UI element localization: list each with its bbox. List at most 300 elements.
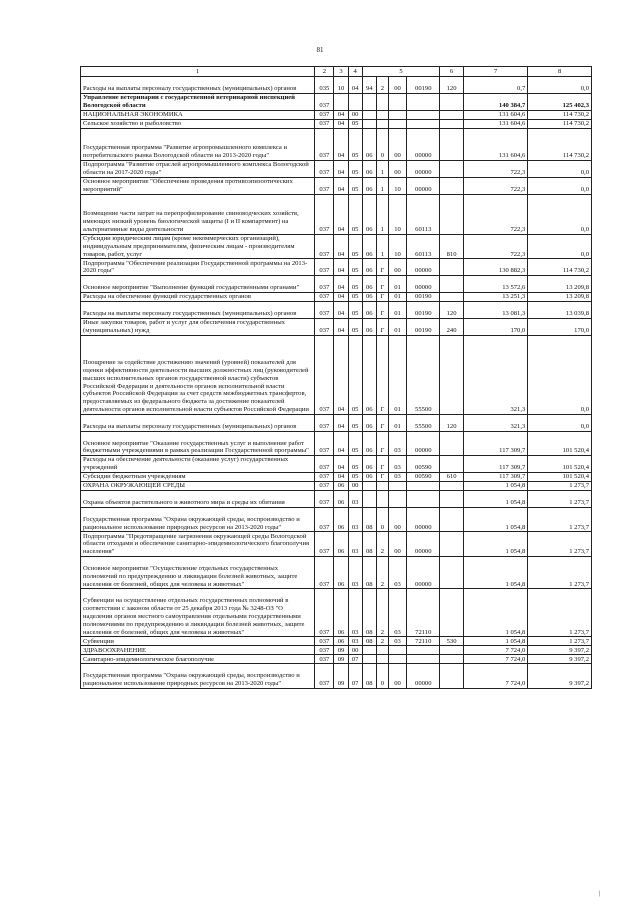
row-name: Подпрограмма "Предотвращение загрязнения окружающей среды Вологодской области отходами и обеспечение санитарно-эпидемиологического благополучия населения" (81, 532, 315, 557)
row-event: 01 (388, 335, 406, 414)
row-amount-2020: 0,0 (528, 160, 592, 177)
row-expense-type: 120 (440, 77, 463, 94)
row-ved: 037 (315, 194, 334, 234)
row-direction: 60113 (407, 194, 440, 234)
row-name: Расходы на обеспечение деятельности (оказание услуг) государственных учреждений (81, 456, 315, 473)
row-name: Расходы на выплаты персоналу государственных (муниципальных) органов (81, 301, 315, 318)
row-program: 06 (362, 259, 376, 276)
row-amount-2019: 1 054,8 (463, 589, 528, 637)
row-name: Основное мероприятие "Оказание государственных услуг и выполнение работ бюджетными учреждениями в рамках реализации Государственной программы" (81, 431, 315, 456)
row-program: 06 (362, 234, 376, 259)
row-subprogram: 1 (376, 177, 388, 194)
row-section: 09 (334, 655, 348, 664)
table-row (81, 119, 592, 128)
row-expense-type (440, 160, 463, 177)
row-subprogram (376, 481, 388, 490)
col-header-8: 8 (528, 67, 592, 77)
row-subprogram (376, 93, 388, 110)
row-amount-2020: 0,0 (528, 335, 592, 414)
row-section: 09 (334, 646, 348, 655)
row-section: 04 (334, 194, 348, 234)
table-row (81, 414, 592, 431)
row-subsection: 05 (348, 431, 362, 456)
row-expense-type: 240 (440, 318, 463, 335)
row-event: 00 (388, 160, 406, 177)
row-expense-type (440, 490, 463, 507)
table-row (81, 646, 592, 655)
row-section: 06 (334, 589, 348, 637)
col-header-5: 5 (362, 67, 440, 77)
row-subprogram: 1 (376, 234, 388, 259)
row-direction: 00000 (407, 128, 440, 160)
row-name: Расходы на выплаты персоналу государственных (муниципальных) органов (81, 414, 315, 431)
row-event: 01 (388, 292, 406, 301)
row-subsection: 05 (348, 472, 362, 481)
row-subprogram (376, 646, 388, 655)
row-ved: 037 (315, 431, 334, 456)
row-section: 04 (334, 414, 348, 431)
row-event: 10 (388, 194, 406, 234)
row-subsection: 05 (348, 292, 362, 301)
row-subsection: 04 (348, 77, 362, 94)
row-expense-type (440, 431, 463, 456)
row-program: 08 (362, 637, 376, 646)
row-amount-2019: 722,3 (463, 177, 528, 194)
row-subsection: 03 (348, 556, 362, 588)
row-subsection: 00 (348, 110, 362, 119)
row-event: 00 (388, 532, 406, 557)
row-program: 06 (362, 276, 376, 293)
row-section: 04 (334, 318, 348, 335)
row-ved: 037 (315, 119, 334, 128)
row-expense-type (440, 532, 463, 557)
row-ved: 037 (315, 276, 334, 293)
row-event (388, 646, 406, 655)
row-program: 08 (362, 556, 376, 588)
row-amount-2020: 1 273,7 (528, 481, 592, 490)
row-direction: 72110 (407, 589, 440, 637)
table-row (81, 177, 592, 194)
row-ved: 037 (315, 472, 334, 481)
row-direction (407, 490, 440, 507)
row-program (362, 490, 376, 507)
row-section: 04 (334, 119, 348, 128)
row-amount-2020: 1 273,7 (528, 556, 592, 588)
row-amount-2019: 7 724,0 (463, 664, 528, 689)
row-subprogram: 1 (376, 160, 388, 177)
row-direction: 00000 (407, 431, 440, 456)
row-amount-2019: 321,3 (463, 414, 528, 431)
row-direction: 00190 (407, 301, 440, 318)
row-ved: 037 (315, 414, 334, 431)
row-amount-2020: 1 273,7 (528, 532, 592, 557)
row-event: 00 (388, 664, 406, 689)
row-event: 03 (388, 456, 406, 473)
row-event: 03 (388, 637, 406, 646)
row-subprogram (376, 490, 388, 507)
row-event: 03 (388, 556, 406, 588)
row-direction: 00190 (407, 318, 440, 335)
table-row (81, 664, 592, 689)
row-amount-2019: 131 604,6 (463, 110, 528, 119)
row-event: 03 (388, 431, 406, 456)
row-amount-2020: 0,0 (528, 414, 592, 431)
row-direction: 00000 (407, 259, 440, 276)
row-direction: 00000 (407, 664, 440, 689)
row-section: 04 (334, 335, 348, 414)
row-program: 08 (362, 532, 376, 557)
row-subprogram: Г (376, 292, 388, 301)
row-section: 04 (334, 472, 348, 481)
row-ved: 037 (315, 532, 334, 557)
table-row (81, 77, 592, 94)
row-program (362, 119, 376, 128)
row-amount-2020: 0,0 (528, 77, 592, 94)
row-ved: 037 (315, 259, 334, 276)
row-direction: 00000 (407, 556, 440, 588)
row-name: Иные закупки товаров, работ и услуг для обеспечения государственных (муниципальных) нужд (81, 318, 315, 335)
table-row (81, 481, 592, 490)
row-amount-2020: 13 039,8 (528, 301, 592, 318)
table-row (81, 292, 592, 301)
row-amount-2019: 131 604,6 (463, 128, 528, 160)
row-name: Сельское хозяйство и рыболовство (81, 119, 315, 128)
row-direction (407, 655, 440, 664)
row-direction: 00000 (407, 507, 440, 532)
table-row (81, 655, 592, 664)
row-subsection: 05 (348, 128, 362, 160)
row-program: 94 (362, 77, 376, 94)
row-subsection: 07 (348, 664, 362, 689)
row-section: 06 (334, 532, 348, 557)
row-subsection: 05 (348, 456, 362, 473)
row-direction (407, 646, 440, 655)
row-name: Возмещение части затрат на перепрофилирование свиноводческих хозяйств, имеющих низкий уровень биологической защиты (I и II компартмент) на альтернативные виды деятельности (81, 194, 315, 234)
row-section: 04 (334, 292, 348, 301)
row-program: 06 (362, 414, 376, 431)
row-program: 08 (362, 664, 376, 689)
row-amount-2020: 13 209,8 (528, 292, 592, 301)
row-ved: 037 (315, 655, 334, 664)
row-amount-2019: 140 384,7 (463, 93, 528, 110)
col-header-3: 3 (334, 67, 348, 77)
row-section: 06 (334, 507, 348, 532)
row-event (388, 119, 406, 128)
row-expense-type (440, 259, 463, 276)
row-subprogram: Г (376, 456, 388, 473)
row-subsection: 03 (348, 507, 362, 532)
row-section: 04 (334, 259, 348, 276)
table-row (81, 335, 592, 414)
row-subsection: 05 (348, 234, 362, 259)
row-subsection: 05 (348, 318, 362, 335)
row-expense-type (440, 276, 463, 293)
row-program (362, 655, 376, 664)
row-subprogram: 2 (376, 589, 388, 637)
row-section: 04 (334, 431, 348, 456)
row-ved: 037 (315, 637, 334, 646)
row-amount-2020: 1 273,7 (528, 637, 592, 646)
row-amount-2019: 7 724,0 (463, 646, 528, 655)
table-row (81, 93, 592, 110)
row-subprogram: Г (376, 414, 388, 431)
row-section: 10 (334, 77, 348, 94)
row-section: 04 (334, 177, 348, 194)
col-header-7: 7 (463, 67, 528, 77)
row-subsection: 05 (348, 259, 362, 276)
row-ved: 037 (315, 292, 334, 301)
row-subsection: 05 (348, 160, 362, 177)
row-subprogram (376, 655, 388, 664)
row-name: НАЦИОНАЛЬНАЯ ЭКОНОМИКА (81, 110, 315, 119)
row-amount-2019: 7 724,0 (463, 655, 528, 664)
row-subprogram (376, 110, 388, 119)
col-header-6: 6 (440, 67, 463, 77)
row-section: 06 (334, 490, 348, 507)
row-amount-2020: 0,0 (528, 177, 592, 194)
row-expense-type (440, 292, 463, 301)
row-program (362, 481, 376, 490)
row-subprogram: 2 (376, 556, 388, 588)
row-ved: 037 (315, 160, 334, 177)
row-section: 04 (334, 110, 348, 119)
row-event: 00 (388, 128, 406, 160)
row-program: 06 (362, 292, 376, 301)
row-direction: 00590 (407, 472, 440, 481)
table-row (81, 318, 592, 335)
row-direction: 00190 (407, 77, 440, 94)
row-amount-2020: 13 209,8 (528, 276, 592, 293)
row-subprogram: 2 (376, 532, 388, 557)
row-section: 06 (334, 481, 348, 490)
row-amount-2020: 101 520,4 (528, 456, 592, 473)
table-header-row (81, 67, 592, 77)
row-amount-2019: 1 054,8 (463, 556, 528, 588)
row-direction (407, 110, 440, 119)
table-row (81, 456, 592, 473)
row-amount-2020: 125 402,3 (528, 93, 592, 110)
row-ved: 037 (315, 110, 334, 119)
table-row (81, 194, 592, 234)
row-section: 04 (334, 234, 348, 259)
row-section: 04 (334, 276, 348, 293)
row-subprogram: 0 (376, 128, 388, 160)
row-ved: 037 (315, 664, 334, 689)
row-name: Расходы на выплаты персоналу государственных (муниципальных) органов (81, 77, 315, 94)
row-amount-2019: 170,0 (463, 318, 528, 335)
row-subprogram: 2 (376, 77, 388, 94)
row-program (362, 93, 376, 110)
row-section: 06 (334, 637, 348, 646)
row-event: 00 (388, 77, 406, 94)
row-amount-2019: 117 309,7 (463, 472, 528, 481)
row-direction (407, 93, 440, 110)
table-row (81, 431, 592, 456)
row-expense-type (440, 481, 463, 490)
row-section: 09 (334, 664, 348, 689)
row-subsection: 00 (348, 481, 362, 490)
row-amount-2019: 13 251,3 (463, 292, 528, 301)
row-name: Санитарно-эпидемиологическое благополучие (81, 655, 315, 664)
row-subsection: 07 (348, 655, 362, 664)
row-subsection: 05 (348, 414, 362, 431)
row-name: Государственная программа "Охрана окружающей среды, воспроизводство и рациональное использование природных ресурсов на 2013-2020 годы" (81, 664, 315, 689)
row-event (388, 93, 406, 110)
row-program (362, 110, 376, 119)
table-row (81, 589, 592, 637)
row-expense-type (440, 177, 463, 194)
row-expense-type (440, 507, 463, 532)
row-direction: 00000 (407, 160, 440, 177)
row-direction: 60113 (407, 234, 440, 259)
row-name: Государственная программа "Развитие агропромышленного комплекса и потребительского рынка Вологодской области на 2013-2020 годы" (81, 128, 315, 160)
row-subprogram: 0 (376, 507, 388, 532)
row-amount-2019: 1 054,8 (463, 481, 528, 490)
row-amount-2020: 114 730,2 (528, 119, 592, 128)
row-program: 06 (362, 456, 376, 473)
row-program: 06 (362, 160, 376, 177)
row-name: Охрана объектов растительного и животного мира и среды их обитания (81, 490, 315, 507)
row-subprogram: Г (376, 276, 388, 293)
row-direction: 72110 (407, 637, 440, 646)
row-name: Основное мероприятие "Обеспечение проведения противоэпизоотических мероприятий" (81, 177, 315, 194)
row-amount-2019: 1 054,8 (463, 637, 528, 646)
row-ved: 037 (315, 646, 334, 655)
row-name: Субсидии бюджетным учреждениям (81, 472, 315, 481)
row-event (388, 481, 406, 490)
row-name: Субвенции на осуществление отдельных государственных полномочий в соответствии с законом области от 25 декабря 2013 года № 3248-ОЗ "О наделении органов местного самоуправления отдельными государственными полномочиями по предупреждению и ликвидации болезней животных, защите населения от болезней, общих для человека и животных" (81, 589, 315, 637)
row-program: 06 (362, 194, 376, 234)
table-row (81, 234, 592, 259)
row-expense-type (440, 589, 463, 637)
row-name: Государственная программа "Охрана окружающей среды, воспроизводство и рациональное использование природных ресурсов на 2013-2020 годы" (81, 507, 315, 532)
row-amount-2020: 1 273,7 (528, 490, 592, 507)
row-ved: 037 (315, 335, 334, 414)
row-name: ЗДРАВООХРАНЕНИЕ (81, 646, 315, 655)
row-name: Управление ветеринарии с государственной ветеринарной инспекцией Вологодской области (81, 93, 315, 110)
row-event: 01 (388, 301, 406, 318)
row-expense-type (440, 456, 463, 473)
row-expense-type: 530 (440, 637, 463, 646)
table-row (81, 637, 592, 646)
row-program: 06 (362, 335, 376, 414)
row-program: 06 (362, 472, 376, 481)
row-program (362, 646, 376, 655)
row-expense-type (440, 655, 463, 664)
row-expense-type (440, 128, 463, 160)
row-event: 01 (388, 318, 406, 335)
row-amount-2019: 13 081,3 (463, 301, 528, 318)
row-program: 06 (362, 301, 376, 318)
row-direction (407, 119, 440, 128)
row-amount-2020: 101 520,4 (528, 431, 592, 456)
row-amount-2019: 722,3 (463, 234, 528, 259)
row-event (388, 490, 406, 507)
row-amount-2020: 114 730,2 (528, 259, 592, 276)
row-expense-type (440, 93, 463, 110)
row-event: 03 (388, 589, 406, 637)
row-section: 04 (334, 160, 348, 177)
row-event: 10 (388, 234, 406, 259)
table-row (81, 472, 592, 481)
row-event: 01 (388, 414, 406, 431)
row-program: 06 (362, 431, 376, 456)
row-program: 06 (362, 177, 376, 194)
budget-table (80, 66, 592, 689)
row-subsection: 05 (348, 194, 362, 234)
row-name: Субвенции (81, 637, 315, 646)
row-amount-2020: 9 397,2 (528, 664, 592, 689)
row-subsection: 05 (348, 119, 362, 128)
row-subprogram (376, 119, 388, 128)
row-program: 08 (362, 507, 376, 532)
row-name: Подпрограмма "Обеспечение реализации Государственной программы на 2013-2020 годы" (81, 259, 315, 276)
table-row (81, 532, 592, 557)
row-ved: 037 (315, 177, 334, 194)
row-ved: 037 (315, 589, 334, 637)
row-subprogram: Г (376, 431, 388, 456)
col-header-1: 1 (81, 67, 315, 77)
row-ved: 037 (315, 481, 334, 490)
row-amount-2020: 1 273,7 (528, 589, 592, 637)
row-expense-type (440, 335, 463, 414)
row-section: 04 (334, 128, 348, 160)
row-direction: 55500 (407, 335, 440, 414)
row-program: 06 (362, 318, 376, 335)
table-row (81, 259, 592, 276)
row-ved: 037 (315, 456, 334, 473)
row-subprogram: Г (376, 318, 388, 335)
table-row (81, 507, 592, 532)
row-expense-type: 810 (440, 234, 463, 259)
row-amount-2019: 1 054,8 (463, 490, 528, 507)
row-amount-2019: 130 882,3 (463, 259, 528, 276)
row-event: 03 (388, 472, 406, 481)
row-direction (407, 481, 440, 490)
row-section: 04 (334, 456, 348, 473)
table-row (81, 490, 592, 507)
row-expense-type (440, 119, 463, 128)
row-amount-2020: 9 397,2 (528, 646, 592, 655)
row-amount-2019: 722,3 (463, 160, 528, 177)
row-subsection: 03 (348, 589, 362, 637)
row-name: Подпрограмма "Развитие отраслей агропромышленного комплекса Вологодской области на 2017-2020 годы" (81, 160, 315, 177)
page-number: 81 (316, 46, 324, 54)
row-subprogram: Г (376, 472, 388, 481)
row-name: Основное мероприятие "Выполнение функций государственными органами" (81, 276, 315, 293)
row-subprogram: 1 (376, 194, 388, 234)
row-subsection (348, 93, 362, 110)
row-ved: 037 (315, 556, 334, 588)
row-expense-type (440, 556, 463, 588)
row-expense-type (440, 646, 463, 655)
row-direction: 55500 (407, 414, 440, 431)
row-subsection: 03 (348, 532, 362, 557)
row-expense-type (440, 664, 463, 689)
row-amount-2019: 1 054,8 (463, 532, 528, 557)
row-ved: 037 (315, 318, 334, 335)
margin-mark: | (598, 891, 600, 897)
row-event (388, 110, 406, 119)
row-amount-2020: 170,0 (528, 318, 592, 335)
row-ved: 037 (315, 234, 334, 259)
table-row (81, 276, 592, 293)
row-expense-type: 120 (440, 301, 463, 318)
row-section: 06 (334, 556, 348, 588)
row-name: Расходы на обеспечение функций государственных органов (81, 292, 315, 301)
row-event (388, 655, 406, 664)
row-subsection: 05 (348, 276, 362, 293)
